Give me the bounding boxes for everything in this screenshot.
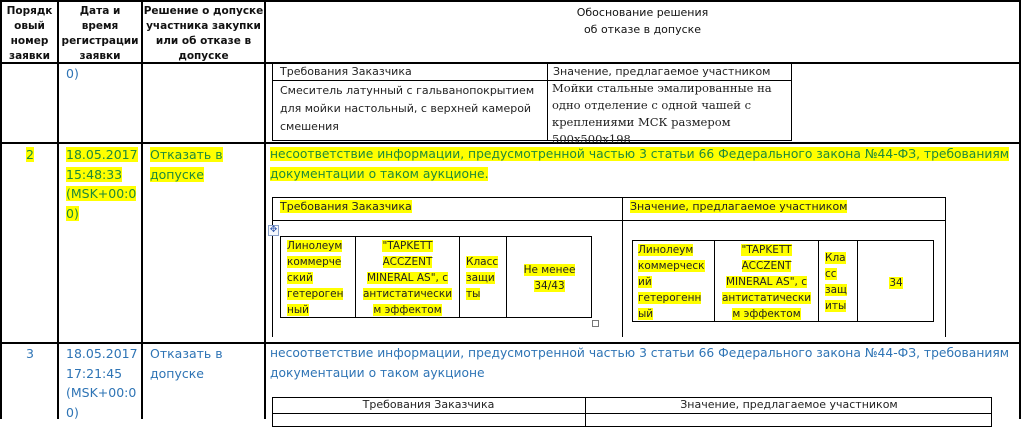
row1-nested-head-val: Значение, предлагаемое участником [553, 65, 771, 78]
text-line: Мойки стальные эмалированные на [552, 81, 772, 95]
header-line: Обоснование решения [576, 6, 709, 19]
header-line: регистрации [61, 35, 139, 47]
row2-nested-col-divider [622, 197, 623, 337]
row2-nested-head-req [280, 198, 412, 216]
text-line: 18.05.2017 [66, 346, 138, 361]
row3-date [66, 344, 138, 422]
text-line: антистатически [362, 288, 453, 300]
text-line: защ [825, 284, 847, 296]
text-line: 18.05.2017 [66, 147, 138, 162]
text-line: ский [287, 272, 313, 284]
req-class-label [466, 254, 498, 302]
row3-nested-head-val: Значение, предлагаемое участником [680, 398, 898, 411]
text-line: документации о таком аукционе [270, 365, 485, 380]
req-material [287, 238, 343, 318]
header-line: заявки [8, 50, 51, 62]
header-decision [143, 4, 264, 64]
row2-date [66, 145, 138, 223]
text-line: документации о таком аукционе. [270, 166, 489, 181]
header-line: Дата и [79, 5, 121, 17]
text-line: иты [825, 300, 847, 312]
val-material [638, 242, 705, 322]
text-line: коммерческ [638, 260, 705, 272]
row1-nested-head-req: Требования Заказчика [280, 65, 412, 78]
text-line: сс [825, 268, 837, 280]
row3-reason [270, 344, 1009, 383]
head-text: Требования Заказчика [280, 200, 412, 213]
text-line: м эффектом [373, 304, 442, 316]
text-line: 0) [66, 205, 79, 221]
text-line: Линолеум [638, 244, 694, 256]
header-justification [266, 4, 1019, 38]
text-line: "TAPKETT [741, 244, 792, 256]
text-line: одно отделение с одной чашей с [552, 98, 752, 112]
text-line: MINERAL AS", с [366, 272, 448, 284]
text-line: Класс [466, 256, 499, 268]
row3-nested-header-border [272, 413, 992, 414]
row1-nested-col-divider [547, 63, 548, 141]
text-line: креплениями МСК размером [552, 115, 731, 129]
text-line: допуске [150, 166, 204, 182]
text-line: Кла [825, 252, 846, 264]
header-line: Решение о допуске [143, 5, 264, 17]
req-class-value [507, 262, 592, 294]
val-brand [715, 242, 818, 322]
text-line: м эффектом [732, 308, 801, 320]
header-line: заявки [79, 50, 121, 62]
text-line: ACCZENT [741, 260, 792, 272]
header-line: допуске [178, 50, 229, 62]
text-line: 0) [66, 404, 79, 420]
text-line: 500x500x198 [552, 132, 631, 146]
text-line: MINERAL AS", с [725, 276, 807, 288]
text-line: ый [638, 308, 654, 320]
inner-divider [818, 240, 819, 322]
row2-nested-head-val [630, 198, 847, 216]
text-line: смешения [280, 120, 339, 133]
row1-requirement [280, 82, 534, 136]
text-line: Отказать в [150, 346, 223, 361]
head-text: Значение, предлагаемое участником [630, 200, 848, 213]
text-line: Не менее [523, 264, 576, 276]
text-line: 15:48:33 [66, 166, 123, 182]
header-line: номер [10, 35, 49, 47]
move-arrows-icon[interactable]: ✥ [269, 225, 278, 235]
text-line: гетероген [287, 288, 344, 300]
text-line: Отказать в [150, 147, 223, 162]
row2-nested-header-border [272, 220, 946, 221]
row2-decision [150, 145, 223, 184]
row3-decision [150, 344, 223, 383]
header-line: овый [14, 20, 45, 32]
row2-number-text: 2 [26, 147, 34, 162]
header-line: об отказе в допуске [583, 23, 702, 36]
row1-date-tail: 0) [66, 66, 79, 81]
val-class-label [825, 250, 847, 314]
text-line: Линолеум [287, 240, 343, 252]
row3-nested-head-req: Требования Заказчика [362, 398, 495, 411]
text-line: гетерогенн [638, 292, 702, 304]
text-line: защи [466, 272, 495, 284]
row-divider-1 [0, 142, 1021, 144]
header-order-number [2, 4, 57, 64]
text-line: (MSK+00:0 [66, 186, 137, 201]
header-registration-date [59, 4, 141, 64]
text-line: 34/43 [534, 280, 565, 292]
text-line: Смеситель латунный с гальванопокрытием [280, 84, 535, 97]
val-class-value [858, 275, 934, 291]
text-line: коммерче [287, 256, 342, 268]
text-line: несоответствие информации, предусмотренной частью 3 статьи 66 Федерального закона №44-ФЗ, требованиям [270, 147, 1010, 161]
row1-offered-value [552, 80, 772, 148]
row2-reason [270, 145, 1009, 184]
row3-number: 3 [26, 346, 34, 361]
header-line: Порядк [6, 5, 53, 17]
text-line: ACCZENT [382, 256, 433, 268]
text-line: для мойки настольный, с верхней камерой [280, 102, 532, 115]
inner-divider [459, 236, 460, 318]
header-line: или об отказе в [155, 35, 252, 47]
header-line: участника закупки [146, 20, 261, 32]
text-line: несоответствие информации, предусмотренной частью 3 статьи 66 Федерального закона №44-ФЗ, требованиям [270, 346, 1010, 360]
text-line: 34 [889, 277, 903, 289]
text-line: антистатически [721, 292, 812, 304]
text-line: ный [287, 304, 309, 316]
text-line: 17:21:45 [66, 365, 123, 381]
table-border-top [0, 0, 1021, 2]
text-line: ий [638, 276, 652, 288]
text-line: допуске [150, 365, 204, 381]
text-line: (MSK+00:0 [66, 385, 137, 400]
req-brand [356, 238, 459, 318]
row2-number [26, 145, 34, 165]
text-line: "TAPKETT [382, 240, 433, 252]
header-line: время [81, 20, 119, 32]
text-line: ты [466, 288, 481, 300]
resize-square-icon[interactable] [592, 320, 599, 327]
